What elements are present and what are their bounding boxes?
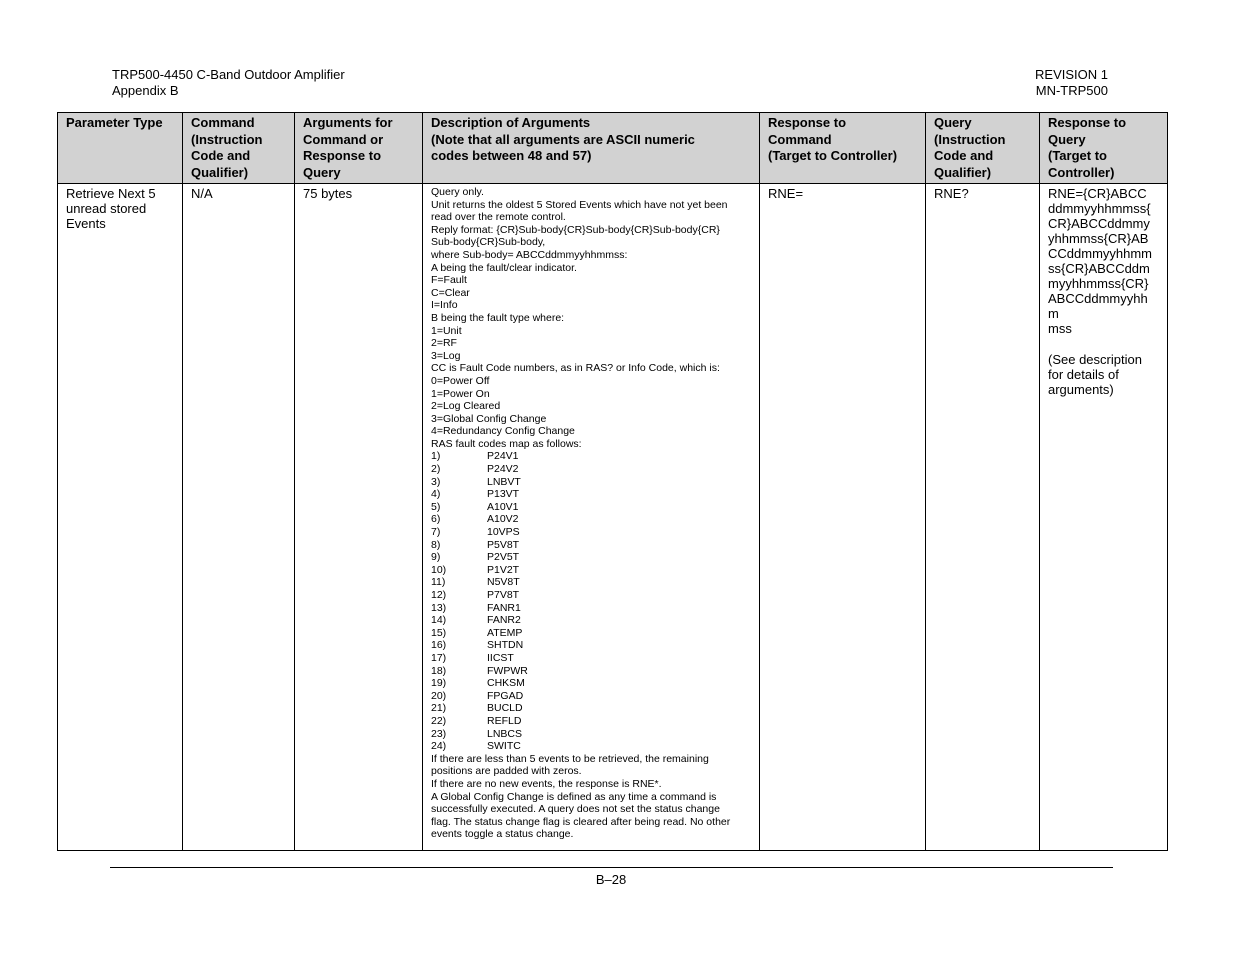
header-right — [1035, 67, 1108, 99]
header-line: (Instruction — [191, 131, 263, 147]
fault-code-name: P24V1 — [487, 450, 519, 463]
fault-code-name: P2V5T — [487, 551, 520, 564]
col-header-response-to-command — [760, 113, 926, 184]
fault-code-number: 9) — [431, 551, 441, 564]
fault-code-name: REFLD — [487, 714, 522, 727]
fault-code-name: IICST — [487, 651, 514, 664]
doc-title: TRP500-4450 C-Band Outdoor Amplifier — [112, 67, 345, 82]
col-header-description — [423, 113, 760, 184]
header-line: Response to — [1048, 115, 1127, 130]
header-line: (Note that all arguments are ASCII numeric — [431, 131, 695, 147]
fault-code-row — [431, 501, 751, 514]
response-note-line: (See description — [1048, 352, 1142, 367]
fault-code-name: FANR1 — [487, 601, 521, 614]
fault-code-row — [431, 551, 751, 564]
fault-code-number: 22) — [431, 714, 447, 727]
fault-code-row — [431, 702, 751, 715]
header-line: Parameter Type — [66, 115, 163, 130]
fault-code-name: P5V8T — [487, 538, 520, 551]
cell-command: N/A — [183, 184, 295, 851]
param-line: unread stored — [66, 201, 147, 216]
description-line: RAS fault codes map as follows: — [431, 437, 582, 450]
fault-code-row — [431, 627, 751, 640]
revision-label: REVISION 1 — [1035, 67, 1108, 82]
fault-code-row — [431, 513, 751, 526]
page-number: B–28 — [595, 872, 627, 887]
header-line: codes between 48 and 57) — [431, 148, 592, 163]
cell-query: RNE? — [926, 184, 1040, 851]
fault-code-row — [431, 463, 751, 476]
cell-parameter-type — [58, 184, 183, 851]
fault-code-number: 12) — [431, 589, 447, 601]
header-line: Qualifier) — [934, 164, 992, 180]
fault-code-name: SWITC — [487, 740, 521, 753]
fault-code-name: SHTDN — [487, 639, 524, 652]
description-line: 3=Global Config Change — [431, 412, 547, 425]
cell-description — [423, 184, 760, 851]
response-note-line: arguments) — [1048, 382, 1114, 397]
fault-code-row — [431, 715, 751, 728]
appendix-label: Appendix B — [112, 83, 179, 98]
description-line: 1=Power On — [431, 387, 490, 400]
fault-code-number: 21) — [431, 702, 447, 715]
fault-code-number: 20) — [431, 689, 447, 702]
header-line: Query — [1048, 131, 1086, 147]
fault-code-number: 5) — [431, 500, 441, 513]
fault-code-number: 14) — [431, 614, 447, 627]
fault-code-name: P24V2 — [487, 463, 519, 476]
fault-code-row — [431, 665, 751, 678]
fault-code-name: FANR2 — [487, 614, 521, 627]
fault-code-number: 10) — [431, 563, 447, 576]
col-header-command — [183, 113, 295, 184]
fault-code-number: 15) — [431, 626, 447, 639]
col-header-parameter-type — [58, 113, 183, 184]
table-row — [58, 184, 1168, 851]
description-line: If there are less than 5 events to be retrieved, the remaining — [431, 752, 709, 765]
fault-code-name: 10VPS — [487, 526, 520, 539]
fault-code-number: 8) — [431, 538, 441, 551]
response-note — [1048, 352, 1159, 397]
fault-code-number: 6) — [431, 513, 441, 526]
description-line: If there are no new events, the response is RNE*. — [431, 777, 662, 790]
fault-code-row — [431, 602, 751, 615]
description-line: 3=Log — [431, 349, 461, 362]
header-line: Query — [303, 164, 341, 180]
header-line: Command or — [303, 131, 384, 147]
param-line: Events — [66, 216, 106, 231]
description-line: Query only. — [431, 186, 484, 198]
response-line: mss — [1048, 321, 1072, 336]
response-line: ddmmyyhhmmss{ — [1048, 201, 1151, 216]
header-line: (Target to — [1048, 148, 1107, 163]
description-line: A being the fault/clear indicator. — [431, 261, 577, 274]
header-line: Controller) — [1048, 164, 1115, 180]
fault-code-name: FWPWR — [487, 664, 528, 677]
description-line: A Global Config Change is defined as any time a command is — [431, 790, 717, 803]
fault-code-name: LNBVT — [487, 475, 521, 488]
description-line: successfully executed. A query does not set the status change — [431, 803, 720, 816]
footer-rule — [110, 867, 1113, 868]
description-line: Sub-body{CR}Sub-body, — [431, 236, 546, 249]
description-line: I=Info — [431, 299, 458, 312]
param-line: Retrieve Next 5 — [66, 186, 156, 201]
cell-arguments: 75 bytes — [295, 184, 423, 851]
description-line: F=Fault — [431, 274, 467, 287]
description-line: C=Clear — [431, 286, 470, 299]
response-line: ABCCddmmyyhh — [1048, 291, 1148, 306]
header-line: Query — [934, 115, 972, 130]
fault-code-row — [431, 539, 751, 552]
fault-code-number: 4) — [431, 488, 441, 501]
fault-code-row — [431, 690, 751, 703]
fault-code-row — [431, 677, 751, 690]
description-line: 0=Power Off — [431, 374, 490, 387]
description-line: flag. The status change flag is cleared after being read. No other — [431, 815, 731, 828]
fault-code-row — [431, 614, 751, 627]
header-line: Qualifier) — [191, 164, 249, 180]
fault-code-name: LNBCS — [487, 727, 523, 740]
fault-code-number: 23) — [431, 727, 447, 740]
fault-code-number: 13) — [431, 601, 447, 614]
header-line: (Target to Controller) — [768, 148, 898, 163]
fault-code-number: 18) — [431, 664, 447, 677]
fault-code-name: A10V2 — [487, 513, 519, 526]
fault-code-number: 16) — [431, 639, 447, 652]
fault-code-row — [431, 589, 751, 602]
fault-code-number: 7) — [431, 526, 441, 539]
fault-code-number: 19) — [431, 677, 447, 690]
col-header-arguments — [295, 113, 423, 184]
description-line: B being the fault type where: — [431, 311, 565, 324]
header-line: Command — [768, 131, 832, 147]
fault-code-row — [431, 652, 751, 665]
fault-code-number: 2) — [431, 463, 441, 476]
description-line: 1=Unit — [431, 324, 462, 337]
description-line: Reply format: {CR}Sub-body{CR}Sub-body{CR}Sub-body{CR} — [431, 223, 720, 236]
header-line: Description of Arguments — [431, 115, 591, 130]
fault-code-name: BUCLD — [487, 702, 523, 715]
fault-code-number: 11) — [431, 576, 446, 589]
fault-code-name: N5V8T — [487, 576, 520, 589]
description-line: CC is Fault Code numbers, as in RAS? or Info Code, which is: — [431, 362, 720, 375]
description-line: 2=Log Cleared — [431, 400, 501, 413]
response-line: ss{CR}ABCCddm — [1048, 261, 1150, 276]
description-line: Unit returns the oldest 5 Stored Events which have not yet been — [431, 198, 728, 211]
description-line: 2=RF — [431, 337, 457, 350]
fault-code-name: P7V8T — [487, 589, 520, 601]
command-table — [57, 112, 1168, 851]
fault-code-row — [431, 728, 751, 741]
header-line: Command — [191, 115, 255, 130]
cell-response-to-query — [1040, 184, 1168, 851]
description-line: read over the remote control. — [431, 211, 566, 224]
fault-code-name: FPGAD — [487, 689, 524, 702]
fault-code-row — [431, 740, 751, 753]
table-header-row — [58, 113, 1168, 184]
header-line: Arguments for — [303, 115, 393, 130]
header-line: (Instruction — [934, 131, 1006, 147]
response-note-line: for details of — [1048, 367, 1119, 382]
header-left — [112, 67, 345, 99]
response-line: m — [1048, 306, 1059, 321]
fault-code-row — [431, 526, 751, 539]
header-line: Response to — [768, 115, 847, 130]
fault-code-number: 3) — [431, 475, 441, 488]
fault-code-row — [431, 488, 751, 501]
header-line: Code and — [934, 148, 994, 163]
response-line: RNE={CR}ABCC — [1048, 186, 1147, 201]
col-header-response-to-query — [1040, 113, 1168, 184]
fault-code-row — [431, 564, 751, 577]
response-line: yhhmmss{CR}AB — [1048, 231, 1149, 246]
fault-code-number: 24) — [431, 740, 447, 753]
fault-code-number: 1) — [431, 450, 441, 463]
header-line: Code and — [191, 148, 251, 163]
fault-code-row — [431, 576, 751, 589]
fault-code-number: 17) — [431, 651, 447, 664]
response-line: CCddmmyyhhmm — [1048, 246, 1153, 261]
description-line: where Sub-body= ABCCddmmyyhhmmss: — [431, 248, 628, 261]
response-line: CR}ABCCddmmy — [1048, 216, 1150, 231]
fault-code-row — [431, 639, 751, 652]
header-line: Response to — [303, 148, 382, 163]
response-line: myyhhmmss{CR} — [1048, 276, 1149, 291]
description-line: events toggle a status change. — [431, 828, 574, 841]
description-line: 4=Redundancy Config Change — [431, 425, 575, 438]
cell-response-to-command: RNE= — [760, 184, 926, 851]
fault-code-row — [431, 476, 751, 489]
fault-code-name: CHKSM — [487, 677, 525, 690]
fault-code-name: P1V2T — [487, 563, 520, 576]
doc-number: MN-TRP500 — [1035, 83, 1108, 98]
col-header-query — [926, 113, 1040, 184]
fault-code-name: ATEMP — [487, 626, 523, 639]
fault-code-name: A10V1 — [487, 500, 519, 513]
fault-code-row — [431, 450, 751, 463]
description-line: positions are padded with zeros. — [431, 765, 582, 778]
fault-code-name: P13VT — [487, 488, 520, 501]
